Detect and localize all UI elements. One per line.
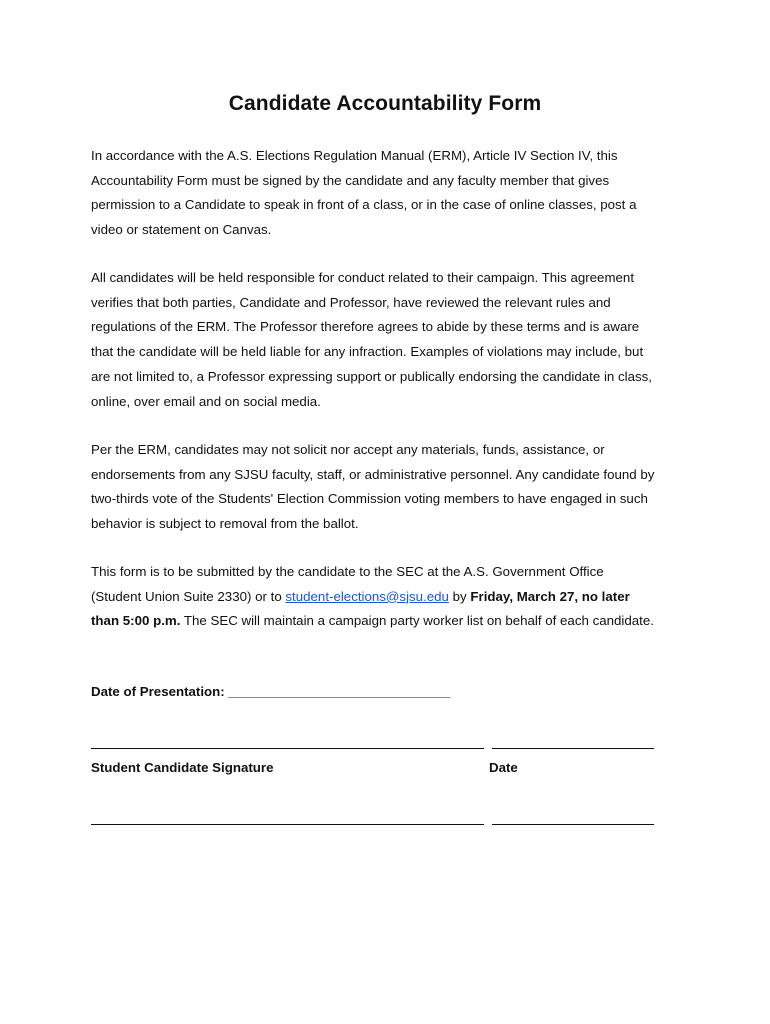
paragraph-line: regulations of the ERM. The Professor therefore agrees to abide by these terms and is aware [91,319,640,335]
paragraph-line [91,585,691,610]
paragraph-line: online, over email and on social media. [91,393,321,409]
paragraph-line: permission to a Candidate to speak in front of a class, or in the case of online classes, post a [91,197,637,213]
paragraph-line: are not limited to, a Professor expressing support or publically endorsing the candidate in class, [91,368,652,384]
paragraph-line [91,609,691,634]
paragraph-line: two-thirds vote of the Students' Election Commission voting members to have engaged in such [91,491,648,507]
student-signature-label: Student Candidate Signature [91,760,274,775]
date-of-presentation-field[interactable] [91,684,450,699]
date-of-presentation-blank[interactable]: ______________________________ [228,684,451,699]
paragraph-line: Accountability Form must be signed by the candidate and any faculty member that gives [91,172,610,188]
date-label: Date [489,760,518,775]
paragraph-line: endorsements from any SJSU faculty, staff, or administrative personnel. Any candidate found by [91,466,655,482]
paragraph-line: video or statement on Canvas. [91,222,272,238]
paragraph-line: behavior is subject to removal from the ballot. [91,516,359,532]
text-segment: The SEC will maintain a campaign party worker list on behalf of each candidate. [180,613,654,629]
intro-paragraph [91,144,691,243]
professor-date-line[interactable] [492,824,654,825]
paragraph-line: that the candidate will be held liable for any infraction. Examples of violations may include, but [91,344,644,360]
email-link[interactable]: student-elections@sjsu.edu [285,588,449,604]
professor-signature-line[interactable] [91,824,484,825]
paragraph-line: verifies that both parties, Candidate and Professor, have reviewed the relevant rules and [91,294,611,310]
student-signature-line[interactable] [91,748,484,749]
text-segment: (Student Union Suite 2330) or to [91,588,286,604]
deadline-text: Friday, March 27, no later [470,588,630,604]
solicitation-paragraph [91,438,691,537]
page-title: Candidate Accountability Form [228,92,542,115]
paragraph-line: This form is to be submitted by the candidate to the SEC at the A.S. Government Office [91,564,604,579]
paragraph-line: Per the ERM, candidates may not solicit nor accept any materials, funds, assistance, or [91,442,605,457]
text-segment: by [448,588,471,604]
date-signature-line[interactable] [492,748,654,749]
date-of-presentation-label: Date of Presentation: [91,684,229,699]
paragraph-line: All candidates will be held responsible for conduct related to their campaign. This agreement [91,270,635,285]
paragraph-line: In accordance with the A.S. Elections Regulation Manual (ERM), Article IV Section IV, this [91,148,618,163]
deadline-text: than 5:00 p.m. [91,613,181,629]
responsibility-paragraph [91,266,691,414]
submission-paragraph [91,560,691,634]
